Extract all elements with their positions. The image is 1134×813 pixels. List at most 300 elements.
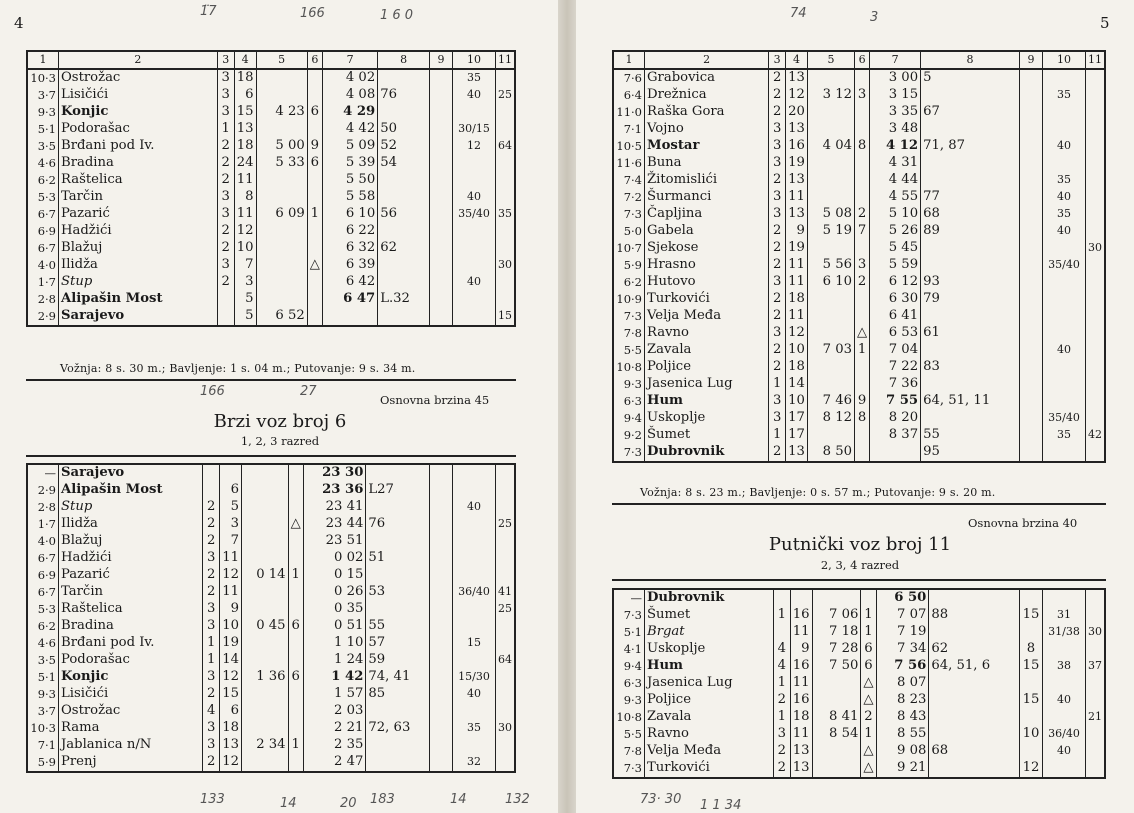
minutes-cell: 12 (786, 325, 808, 342)
table-row (27, 464, 515, 482)
pencil-mark: 1̈7 (200, 4, 217, 19)
km-cell: 7·3 (613, 760, 645, 778)
km-cell: 10·8 (613, 359, 645, 376)
book-gutter (558, 0, 576, 813)
stop-cell: △ (288, 516, 303, 533)
arrival-cell (242, 533, 289, 550)
arrival-cell: 7 03 (807, 342, 854, 359)
stop-cell (307, 172, 322, 189)
col11-cell (496, 567, 516, 584)
col11-cell (496, 550, 516, 567)
stop-cell (307, 189, 322, 206)
stop-cell (307, 69, 322, 87)
speed-cell (1043, 641, 1086, 658)
minutes-cell: 13 (786, 69, 808, 87)
col9-cell: 10 (1020, 726, 1043, 743)
minutes-cell: 5 (234, 308, 256, 326)
minutes-cell (220, 464, 242, 482)
arrival-cell (812, 743, 861, 760)
speed-cell (1043, 325, 1086, 342)
stop-cell: 3 (855, 87, 870, 104)
connections-cell: 64, 51, 6 (929, 658, 1020, 675)
km-cell: 3·5 (27, 138, 59, 155)
km-cell: 3·7 (27, 703, 59, 720)
arrival-cell (807, 104, 854, 121)
station-cell: Poljice (645, 359, 769, 376)
speed-cell: 40 (1043, 692, 1086, 709)
class-cell: 3 (217, 206, 234, 223)
minutes-cell: 20 (786, 104, 808, 121)
col11-cell (1086, 69, 1106, 87)
station-cell: Alipašin Most (59, 482, 203, 499)
train-title-right: Putnički voz broj 11 (768, 534, 952, 555)
minutes-cell: 13 (234, 121, 256, 138)
col11-cell (496, 291, 516, 308)
table-row (27, 69, 515, 87)
col11-cell (1086, 607, 1106, 624)
class-cell: 3 (769, 325, 786, 342)
column-header: 11 (496, 51, 516, 69)
class-cell: 3 (773, 726, 790, 743)
col9-cell (1020, 427, 1043, 444)
station-cell: Dubrovnik (645, 444, 769, 462)
minutes-cell: 11 (786, 189, 808, 206)
class-cell: 3 (203, 618, 220, 635)
km-cell: 10·5 (613, 138, 645, 155)
departure-cell: 1 57 (303, 686, 366, 703)
table-row (27, 516, 515, 533)
departure-cell (322, 308, 377, 326)
table-row (613, 675, 1105, 692)
km-cell: 6·2 (613, 274, 645, 291)
minutes-cell: 19 (786, 155, 808, 172)
col9-cell (430, 223, 453, 240)
stop-cell: △ (861, 692, 876, 709)
connections-cell (366, 601, 430, 618)
table-row (613, 325, 1105, 342)
speed-cell: 35 (453, 69, 496, 87)
class-cell: 3 (203, 737, 220, 754)
connections-cell (921, 155, 1020, 172)
connections-cell (921, 172, 1020, 189)
connections-cell: 85 (366, 686, 430, 703)
km-cell: 6·7 (27, 240, 59, 257)
station-cell: Raštelica (59, 172, 218, 189)
table-row (27, 669, 515, 686)
departure-cell: 2 35 (303, 737, 366, 754)
col11-cell: 25 (496, 516, 516, 533)
departure-cell: 9 08 (876, 743, 929, 760)
connections-cell (366, 737, 430, 754)
col9-cell (430, 87, 453, 104)
stop-cell (861, 589, 876, 607)
class-cell: 2 (203, 533, 220, 550)
km-cell: 6·7 (27, 584, 59, 601)
timetable-left-lower (26, 463, 516, 773)
minutes-cell: 11 (234, 172, 256, 189)
km-cell: 7·3 (613, 607, 645, 624)
pencil-mark: 20 (340, 796, 357, 811)
class-cell: 2 (217, 274, 234, 291)
km-cell: 6·4 (613, 87, 645, 104)
speed-cell (453, 652, 496, 669)
stop-cell (855, 104, 870, 121)
departure-cell: 5 09 (322, 138, 377, 155)
speed-cell (1043, 240, 1086, 257)
departure-cell: 8 07 (876, 675, 929, 692)
km-cell: 10·3 (27, 69, 59, 87)
stop-cell (307, 121, 322, 138)
departure-cell: 2 03 (303, 703, 366, 720)
pencil-mark: 14 (450, 792, 467, 807)
col9-cell (1020, 223, 1043, 240)
station-cell: Grabovica (645, 69, 769, 87)
station-cell: Hadžići (59, 223, 218, 240)
minutes-cell: 13 (220, 737, 242, 754)
km-cell: 5·3 (27, 601, 59, 618)
speed-cell: 30/15 (453, 121, 496, 138)
col9-cell (1020, 206, 1043, 223)
col9-cell (430, 499, 453, 516)
class-cell: 2 (769, 87, 786, 104)
class-cell (217, 291, 234, 308)
minutes-cell: 12 (786, 87, 808, 104)
connections-cell (921, 308, 1020, 325)
stop-cell: 9 (307, 138, 322, 155)
arrival-cell (807, 291, 854, 308)
minutes-cell: 24 (234, 155, 256, 172)
stop-cell (307, 291, 322, 308)
station-cell: Uskoplje (645, 410, 769, 427)
arrival-cell: 8 12 (807, 410, 854, 427)
column-header: 10 (1043, 51, 1086, 69)
station-cell: Raška Gora (645, 104, 769, 121)
km-cell: 5·9 (27, 754, 59, 772)
table-row (27, 737, 515, 754)
minutes-cell: 19 (786, 240, 808, 257)
departure-cell: 7 22 (870, 359, 921, 376)
col11-cell (496, 533, 516, 550)
stop-cell (855, 291, 870, 308)
departure-cell: 0 35 (303, 601, 366, 618)
col9-cell (1020, 342, 1043, 359)
class-cell (203, 464, 220, 482)
minutes-cell: 18 (220, 720, 242, 737)
speed-cell: 31 (1043, 607, 1086, 624)
connections-cell (366, 533, 430, 550)
class-cell: 3 (217, 189, 234, 206)
col11-cell (496, 69, 516, 87)
class-cell: 3 (203, 669, 220, 686)
speed-cell (453, 601, 496, 618)
km-cell: 5·5 (613, 726, 645, 743)
class-cell: 2 (217, 155, 234, 172)
departure-cell: 0 15 (303, 567, 366, 584)
table-row (613, 624, 1105, 641)
departure-cell: 9 21 (876, 760, 929, 778)
km-cell: — (27, 464, 59, 482)
km-cell: 6·7 (27, 206, 59, 223)
connections-cell (378, 172, 430, 189)
connections-cell: 74, 41 (366, 669, 430, 686)
table-row (613, 274, 1105, 291)
station-cell: Bradina (59, 618, 203, 635)
station-cell: Tarčin (59, 584, 203, 601)
speed-cell: 15 (453, 635, 496, 652)
table-row (27, 206, 515, 223)
station-cell: Tarčin (59, 189, 218, 206)
km-cell: 9·4 (613, 410, 645, 427)
table-row (613, 308, 1105, 325)
col9-cell (1020, 308, 1043, 325)
class-cell: 2 (217, 138, 234, 155)
column-header: 2 (59, 51, 218, 69)
stop-cell (855, 427, 870, 444)
station-cell: Raštelica (59, 601, 203, 618)
class-cell: 2 (769, 342, 786, 359)
station-cell: Žitomislići (645, 172, 769, 189)
col9-cell (430, 138, 453, 155)
table-row (613, 760, 1105, 778)
table-row (613, 172, 1105, 189)
station-cell: Konjic (59, 669, 203, 686)
connections-cell (378, 274, 430, 291)
departure-cell: 4 55 (870, 189, 921, 206)
class-cell: 2 (769, 172, 786, 189)
col9-cell (430, 308, 453, 326)
speed-cell: 35/40 (1043, 410, 1086, 427)
table-row (27, 533, 515, 550)
minutes-cell: 12 (234, 223, 256, 240)
class-cell (203, 482, 220, 499)
base-speed-left: Osnovna brzina 45 (380, 393, 490, 407)
departure-cell: 7 55 (870, 393, 921, 410)
stop-cell (288, 601, 303, 618)
stop-cell (307, 308, 322, 326)
arrival-cell (256, 121, 307, 138)
column-header: 3 (769, 51, 786, 69)
table-row (613, 444, 1105, 462)
speed-cell: 35 (1043, 427, 1086, 444)
stop-cell: 6 (307, 104, 322, 121)
station-cell: Stup (59, 274, 218, 291)
col9-cell (430, 618, 453, 635)
table-row (613, 607, 1105, 624)
col11-cell (1086, 376, 1106, 393)
table-row (27, 172, 515, 189)
col9-cell (430, 686, 453, 703)
train-classes-left: 1, 2, 3 razred (240, 434, 320, 448)
departure-cell: 6 32 (322, 240, 377, 257)
speed-cell (1043, 308, 1086, 325)
connections-cell (921, 376, 1020, 393)
table-row (613, 641, 1105, 658)
col11-cell (496, 223, 516, 240)
minutes-cell (790, 589, 812, 607)
class-cell: 2 (769, 308, 786, 325)
arrival-cell: 7 28 (812, 641, 861, 658)
table-row (613, 189, 1105, 206)
departure-cell: 3 00 (870, 69, 921, 87)
stop-cell: 8 (855, 138, 870, 155)
table-row (613, 155, 1105, 172)
pencil-mark: 166 (300, 6, 325, 21)
column-header: 7 (322, 51, 377, 69)
departure-cell: 6 42 (322, 274, 377, 291)
minutes-cell: 18 (234, 138, 256, 155)
arrival-cell: 8 54 (812, 726, 861, 743)
arrival-cell (256, 257, 307, 274)
arrival-cell: 4 04 (807, 138, 854, 155)
km-cell: 2·8 (27, 499, 59, 516)
column-header-row (27, 51, 515, 69)
minutes-cell: 7 (220, 533, 242, 550)
station-cell: Brđani pod Iv. (59, 635, 203, 652)
minutes-cell: 15 (234, 104, 256, 121)
connections-cell (929, 726, 1020, 743)
connections-cell: 51 (366, 550, 430, 567)
speed-cell (453, 464, 496, 482)
stop-cell: 1 (855, 342, 870, 359)
minutes-cell: 13 (790, 743, 812, 760)
departure-cell: 1 24 (303, 652, 366, 669)
connections-cell (378, 189, 430, 206)
col9-cell (430, 291, 453, 308)
table-row (613, 393, 1105, 410)
departure-cell: 5 39 (322, 155, 377, 172)
km-cell: 6·7 (27, 550, 59, 567)
connections-cell: 62 (929, 641, 1020, 658)
arrival-cell (807, 155, 854, 172)
speed-cell: 36/40 (453, 584, 496, 601)
station-cell: Hrasno (645, 257, 769, 274)
km-cell: 4·1 (613, 641, 645, 658)
connections-cell: 56 (378, 206, 430, 223)
col9-cell (430, 550, 453, 567)
minutes-cell: 18 (786, 359, 808, 376)
col11-cell: 42 (1086, 427, 1106, 444)
table-row (27, 550, 515, 567)
connections-cell (366, 464, 430, 482)
stop-cell: △ (855, 325, 870, 342)
stop-cell (855, 189, 870, 206)
col11-cell (1086, 257, 1106, 274)
km-cell: 4·0 (27, 257, 59, 274)
station-cell: Poljice (645, 692, 774, 709)
departure-cell: 5 26 (870, 223, 921, 240)
minutes-cell: 18 (234, 69, 256, 87)
departure-cell (870, 444, 921, 462)
speed-cell: 40 (453, 189, 496, 206)
col9-cell (1020, 393, 1043, 410)
connections-cell: L27 (366, 482, 430, 499)
table-row (613, 709, 1105, 726)
col9-cell (430, 121, 453, 138)
connections-cell: 83 (921, 359, 1020, 376)
speed-cell (1043, 376, 1086, 393)
arrival-cell: 7 06 (812, 607, 861, 624)
col9-cell (430, 482, 453, 499)
station-cell: Prenj (59, 754, 203, 772)
col11-cell (496, 618, 516, 635)
col11-cell (1086, 172, 1106, 189)
col9-cell: 15 (1020, 692, 1043, 709)
stop-cell: △ (861, 675, 876, 692)
connections-cell: 68 (929, 743, 1020, 760)
pencil-mark: 183 (370, 792, 395, 807)
table-row (27, 240, 515, 257)
departure-cell: 6 12 (870, 274, 921, 291)
departure-cell: 6 30 (870, 291, 921, 308)
minutes-cell: 9 (220, 601, 242, 618)
minutes-cell: 10 (786, 393, 808, 410)
stop-cell (288, 499, 303, 516)
speed-cell: 40 (1043, 138, 1086, 155)
col11-cell (1086, 325, 1106, 342)
table-row (613, 69, 1105, 87)
arrival-cell (807, 308, 854, 325)
speed-cell (453, 172, 496, 189)
stop-cell (288, 754, 303, 772)
km-cell: 5·1 (27, 121, 59, 138)
km-cell: 6·9 (27, 223, 59, 240)
speed-cell: 40 (453, 686, 496, 703)
col9-cell (430, 104, 453, 121)
travel-summary-left: Vožnja: 8 s. 30 m.; Bavljenje: 1 s. 04 m.; Putovanje: 9 s. 34 m. (60, 362, 416, 375)
speed-cell (453, 240, 496, 257)
class-cell: 2 (769, 444, 786, 462)
class-cell (773, 624, 790, 641)
km-cell: 9·3 (613, 376, 645, 393)
km-cell: 7·6 (613, 69, 645, 87)
col11-cell (496, 121, 516, 138)
km-cell: 3·5 (27, 652, 59, 669)
table-row (27, 720, 515, 737)
stop-cell: △ (861, 743, 876, 760)
class-cell: 3 (769, 155, 786, 172)
arrival-cell: 7 18 (812, 624, 861, 641)
table-row (27, 584, 515, 601)
stop-cell: 7 (855, 223, 870, 240)
arrival-cell (807, 69, 854, 87)
class-cell: 3 (203, 550, 220, 567)
connections-cell: 68 (921, 206, 1020, 223)
connections-cell: 61 (921, 325, 1020, 342)
col9-cell (430, 516, 453, 533)
col11-cell (496, 686, 516, 703)
minutes-cell: 10 (234, 240, 256, 257)
class-cell: 1 (769, 376, 786, 393)
col11-cell (496, 172, 516, 189)
connections-cell (378, 257, 430, 274)
minutes-cell: 13 (786, 121, 808, 138)
departure-cell: 3 48 (870, 121, 921, 138)
table-row (27, 754, 515, 772)
col11-cell (1086, 223, 1106, 240)
col9-cell: 15 (1020, 607, 1043, 624)
departure-cell: 2 21 (303, 720, 366, 737)
stop-cell (288, 686, 303, 703)
speed-cell: 40 (453, 274, 496, 291)
connections-cell: 55 (366, 618, 430, 635)
col11-cell (1086, 291, 1106, 308)
arrival-cell: 6 09 (256, 206, 307, 223)
arrival-cell (807, 376, 854, 393)
connections-cell (366, 703, 430, 720)
speed-cell (1043, 760, 1086, 778)
col9-cell (430, 584, 453, 601)
speed-cell: 35 (1043, 172, 1086, 189)
